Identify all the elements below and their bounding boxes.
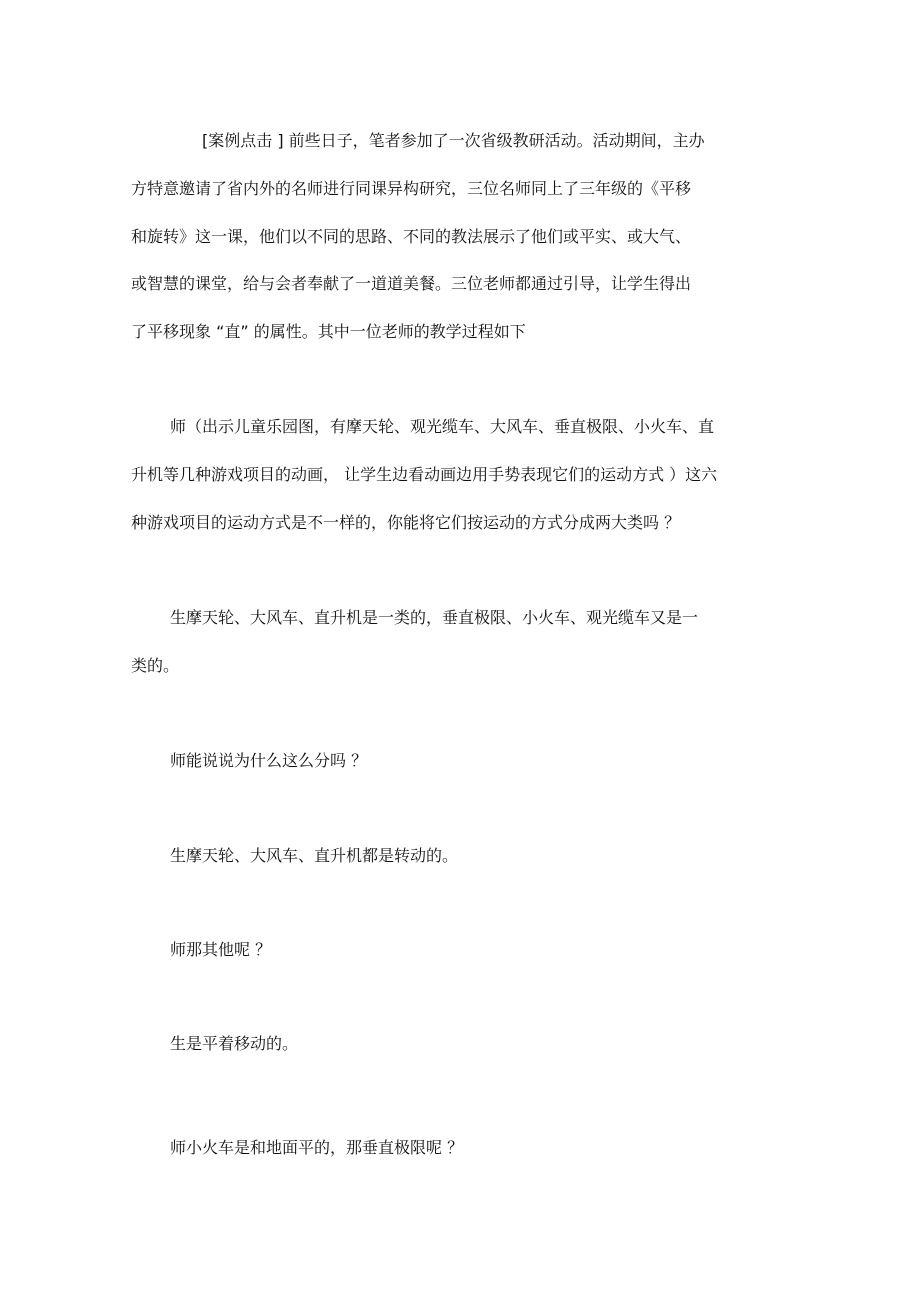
teacher-question-4: 师小火车是和地面平的，那垂直极限呢 ？ [170, 1138, 464, 1157]
intro-line-3: 和旋转》这一课，他们以不同的思路、不同的教法展示了他们或平实、或大气、 [131, 227, 692, 246]
student-answer-3: 生是平着移动的。 [170, 1034, 299, 1053]
intro-line-4: 或智慧的课堂，给与会者奉献了一道道美餐。三位老师都通过引导，让学生得出 [131, 274, 692, 293]
teacher-question-2: 师能说说为什么这么分吗 ？ [170, 751, 368, 770]
teacher-line-1: 师（出示儿童乐园图，有摩天轮、观光缆车、大风车、垂直极限、小火车、直 [170, 417, 715, 436]
student-line-1: 生摩天轮、大风车、直升机是一类的，垂直极限、小火车、观光缆车又是一 [170, 608, 699, 627]
intro-line-2: 方特意邀请了省内外的名师进行同课异构研究，三位名师同上了三年级的《平移 [131, 179, 692, 198]
student-answer-2: 生摩天轮、大风车、直升机都是转动的。 [170, 846, 459, 865]
teacher-line-2: 升机等几种游戏项目的动画， 让学生边看动画边用手势表现它们的运动方式 ）这六 [131, 465, 718, 484]
teacher-line-3: 种游戏项目的运动方式是不一样的，你能将它们按运动的方式分成两大类吗 ？ [131, 513, 681, 532]
intro-line-1: [案例点击 ] 前些日子，笔者参加了一次省级教研活动。活动期间，主办 [202, 131, 705, 150]
intro-line-5: 了平移现象 “直” 的属性。其中一位老师的教学过程如下 [131, 322, 526, 341]
student-line-2: 类的。 [131, 656, 180, 675]
teacher-question-3: 师那其他呢 ？ [170, 940, 272, 959]
